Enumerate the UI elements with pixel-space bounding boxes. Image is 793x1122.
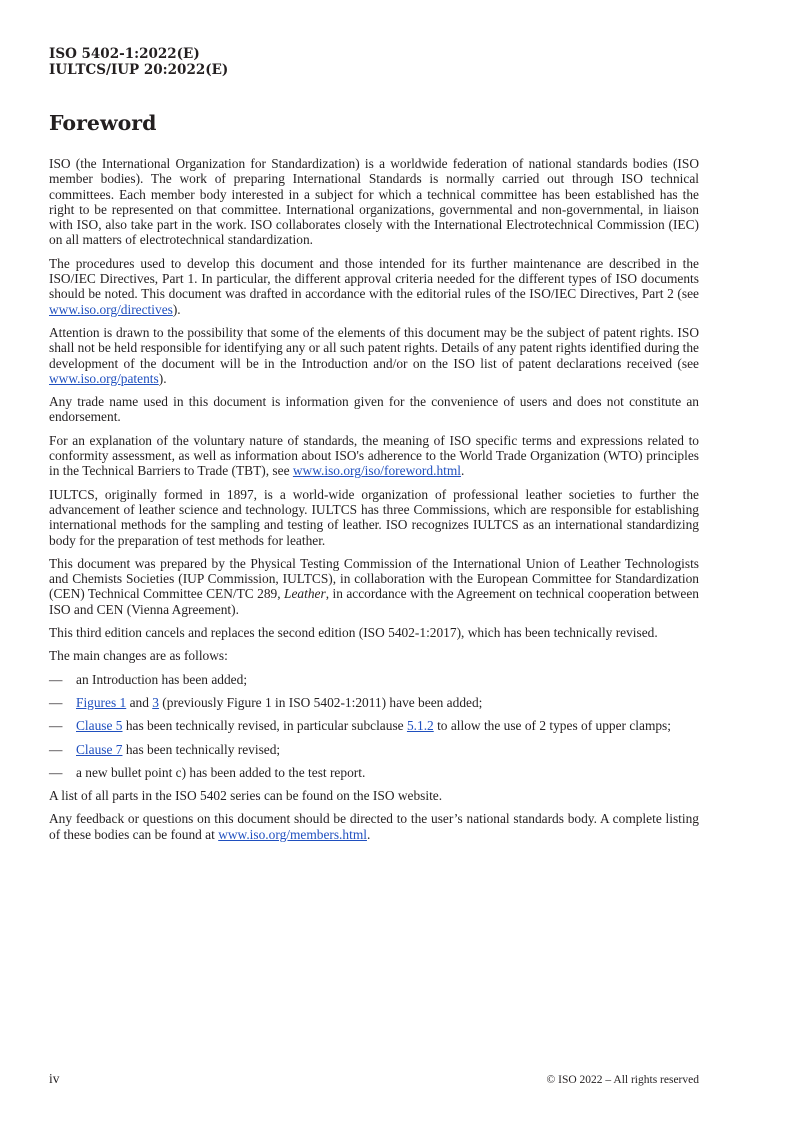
document-identifier xyxy=(49,46,228,78)
paragraph-series-list: A list of all parts in the ISO 5402 series can be found on the ISO website. xyxy=(49,788,443,804)
dash-mark: — xyxy=(49,694,63,710)
change-text-end: to allow the use of 2 types of upper clamps; xyxy=(433,718,671,734)
leather-italic: Leather xyxy=(284,586,326,602)
change-text-end: (previously Figure 1 in ISO 5402-1:2011) have been added; xyxy=(158,694,483,710)
patents-link[interactable]: www.iso.org/patents xyxy=(49,370,159,386)
figures-1-link[interactable]: Figures 1 xyxy=(76,694,127,710)
paragraph-edition: This third edition cancels and replaces the second edition (ISO 5402-1:2017), which has been technically revised. xyxy=(49,625,658,641)
doc-id-iultcs: IULTCS/IUP 20:2022(E) xyxy=(49,62,229,78)
paragraph-prepared-by xyxy=(49,556,699,617)
paragraph-procedures-text: The procedures used to develop this document and those intended for its further maintenance are described in the ISO/IEC Directives, Part 1. In particular, the different approval criteria needed for the different types of ISO documents should be noted. This document was drafted in accordance with the editorial rules of the ISO/IEC Directives, Part 2 (see xyxy=(49,255,699,302)
change-list-item xyxy=(49,695,699,710)
page-title: Foreword xyxy=(49,111,157,135)
paragraph-feedback xyxy=(49,811,699,842)
dash-mark: — xyxy=(49,718,63,734)
doc-id-iso: ISO 5402-1:2022(E) xyxy=(49,46,200,62)
copyright-notice: © ISO 2022 – All rights reserved xyxy=(546,1074,699,1086)
change-text xyxy=(76,718,699,733)
paragraph-patents-end: ). xyxy=(158,370,167,386)
change-list-item xyxy=(49,765,699,780)
change-text: a new bullet point c) has been added to the test report. xyxy=(76,764,366,780)
paragraph-procedures-end: ). xyxy=(172,301,181,317)
paragraph-patents-text: Attention is drawn to the possibility that some of the elements of this document may be the subject of patent rights. ISO shall not be held responsible for identifying any or all such patent rights. Details of any patent rights identified during the development of the document will be in the Introduction and/or on the ISO list of patent declarations received (see xyxy=(49,324,699,371)
paragraph-prepared-by-text: This document was prepared by the Physical Testing Commission of the International Union of Leather Technologists and Chemists Societies (IUP Commission, IULTCS), in collaboration with the European Committee for Standardization (CEN) Technical Committee CEN/TC 289, xyxy=(49,555,699,602)
change-list-item xyxy=(49,742,699,757)
dash-mark: — xyxy=(49,764,63,780)
clause-7-link[interactable]: Clause 7 xyxy=(76,741,123,757)
change-text-mid: and xyxy=(126,694,153,710)
paragraph-voluntary-text: For an explanation of the voluntary nature of standards, the meaning of ISO specific terms and expressions related to conformity assessment, as well as information about ISO's adherence to the World Trade Organization (WTO) principles in the Technical Barriers to Trade (TBT), see xyxy=(49,432,699,479)
paragraph-procedures xyxy=(49,256,699,317)
paragraph-feedback-text: Any feedback or questions on this document should be directed to the user’s national standards body. A complete listing of these bodies can be found at xyxy=(49,811,699,842)
dash-mark: — xyxy=(49,741,63,757)
change-text-end: has been technically revised; xyxy=(122,741,281,757)
clause-5-link[interactable]: Clause 5 xyxy=(76,718,123,734)
paragraph-main-changes: The main changes are as follows: xyxy=(49,648,228,664)
paragraph-iso-intro: ISO (the International Organization for Standardization) is a worldwide federation of national standards bodies (ISO member bodies). The work of preparing International Standards is normally carried out through ISO technical committees. Each member body interested in a subject for which a technical committee has been established has the right to be represented on that committee. International organizations, governmental and non-governmental, in liaison with ISO, also take part in the work. ISO collaborates closely with the International Electrotechnical Commission (IEC) on all matters of electrotechnical standardization. xyxy=(49,156,699,248)
change-list-item xyxy=(49,718,699,733)
paragraph-prepared-by-end: , in accordance with the Agreement on technical cooperation between ISO and CEN (Vienna Agreement). xyxy=(49,586,699,617)
paragraph-voluntary-end: . xyxy=(461,463,465,479)
paragraph-trade-name: Any trade name used in this document is information given for the convenience of users and does not constitute an endorsement. xyxy=(49,394,699,425)
figure-3-link[interactable]: 3 xyxy=(152,694,159,710)
paragraph-iultcs: IULTCS, originally formed in 1897, is a world-wide organization of professional leather societies to further the advancement of leather science and technology. IULTCS has three Commissions, which are responsible for establishing international methods for the sampling and testing of leather. ISO recognizes IULTCS as an international standardizing body for the preparation of test methods for leather. xyxy=(49,486,699,548)
change-text xyxy=(76,742,699,757)
change-list-item xyxy=(49,672,699,687)
members-link[interactable]: www.iso.org/members.html xyxy=(218,826,367,842)
directives-link[interactable]: www.iso.org/directives xyxy=(49,301,173,317)
dash-mark: — xyxy=(49,671,63,687)
change-text: an Introduction has been added; xyxy=(76,671,248,687)
subclause-5-1-2-link[interactable]: 5.1.2 xyxy=(406,718,434,734)
change-text xyxy=(76,695,699,710)
change-text-mid: has been technically revised, in particular subclause xyxy=(122,718,407,734)
page-number: iv xyxy=(49,1071,60,1086)
paragraph-patents xyxy=(49,325,699,386)
foreword-body xyxy=(49,156,699,850)
foreword-link[interactable]: www.iso.org/iso/foreword.html xyxy=(292,463,461,479)
paragraph-feedback-end: . xyxy=(366,826,371,842)
paragraph-voluntary xyxy=(49,433,699,479)
